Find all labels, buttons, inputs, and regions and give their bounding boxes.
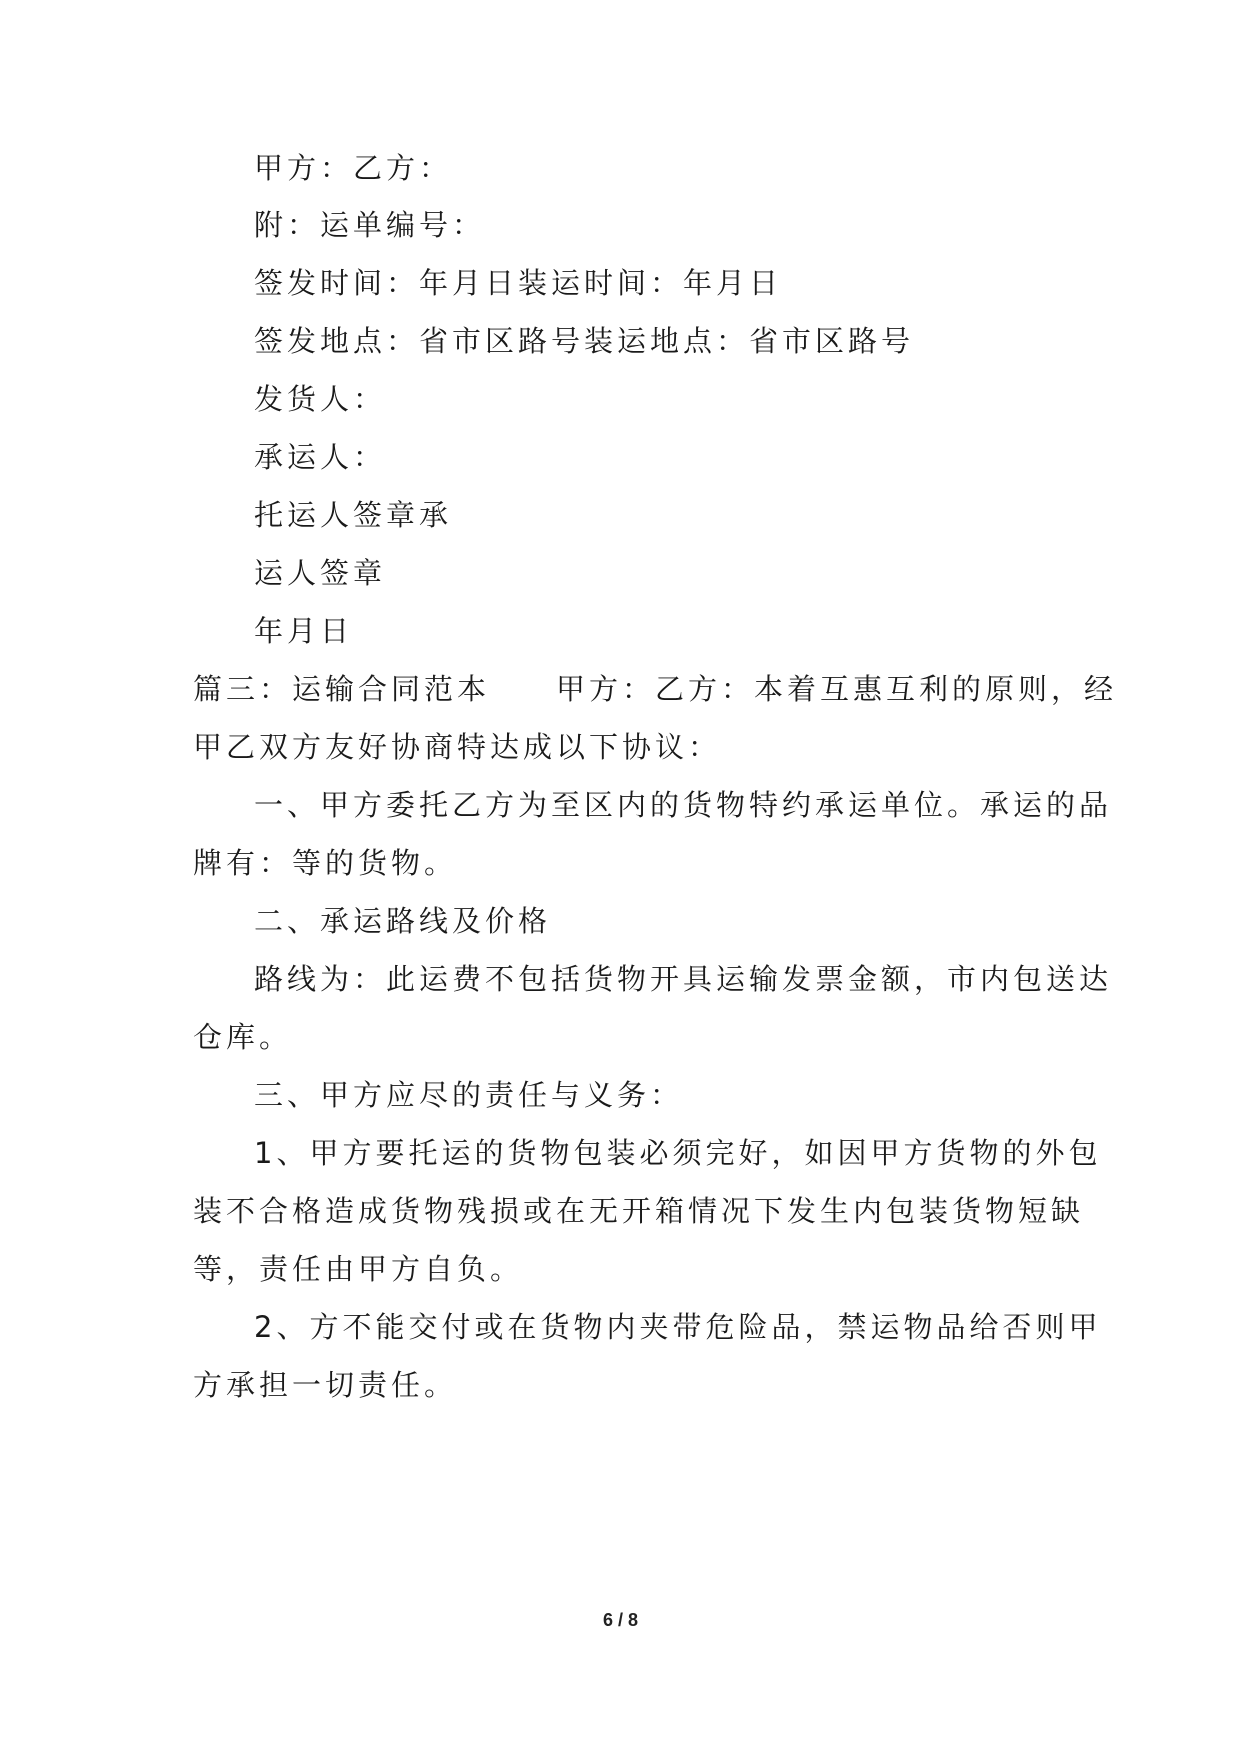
text-line: 二、承运路线及价格	[254, 904, 552, 938]
text-line: 仓库。	[193, 1020, 293, 1054]
text-line: 甲方：乙方：	[254, 151, 453, 185]
page-number: 6 / 8	[602, 1610, 639, 1630]
text-line: 附：运单编号：	[254, 208, 486, 242]
text-line: 甲乙双方友好协商特达成以下协议：	[193, 730, 722, 764]
text-line: 等，责任由甲方自负。	[193, 1252, 524, 1286]
text-line: 托运人签章承	[254, 498, 453, 532]
text-line: 牌有：等的货物。	[193, 846, 458, 880]
text-line: 运人签章	[254, 556, 387, 590]
text-line: 方承担一切责任。	[193, 1368, 458, 1402]
text-line: 三、甲方应尽的责任与义务：	[254, 1078, 684, 1112]
text-line: 承运人：	[254, 440, 387, 474]
text-line: 装不合格造成货物残损或在无开箱情况下发生内包装货物短缺	[193, 1194, 1085, 1228]
text-line: 年月日	[254, 614, 354, 648]
text-line: 签发时间：年月日装运时间：年月日	[254, 266, 783, 300]
text-line: 2、方不能交付或在货物内夹带危险品，禁运物品给否则甲	[254, 1310, 1102, 1344]
text-line: 一、甲方委托乙方为至区内的货物特约承运单位。承运的品	[254, 788, 1113, 822]
text-line: 签发地点：省市区路号装运地点：省市区路号	[254, 324, 915, 358]
text-line: 发货人：	[254, 382, 387, 416]
text-line: 1、甲方要托运的货物包装必须完好，如因甲方货物的外包	[254, 1136, 1102, 1170]
text-line: 路线为：此运费不包括货物开具运输发票金额，市内包送达	[254, 962, 1113, 996]
section-heading-line: 篇三：运输合同范本 甲方：乙方：本着互惠互利的原则，经	[193, 672, 1118, 706]
